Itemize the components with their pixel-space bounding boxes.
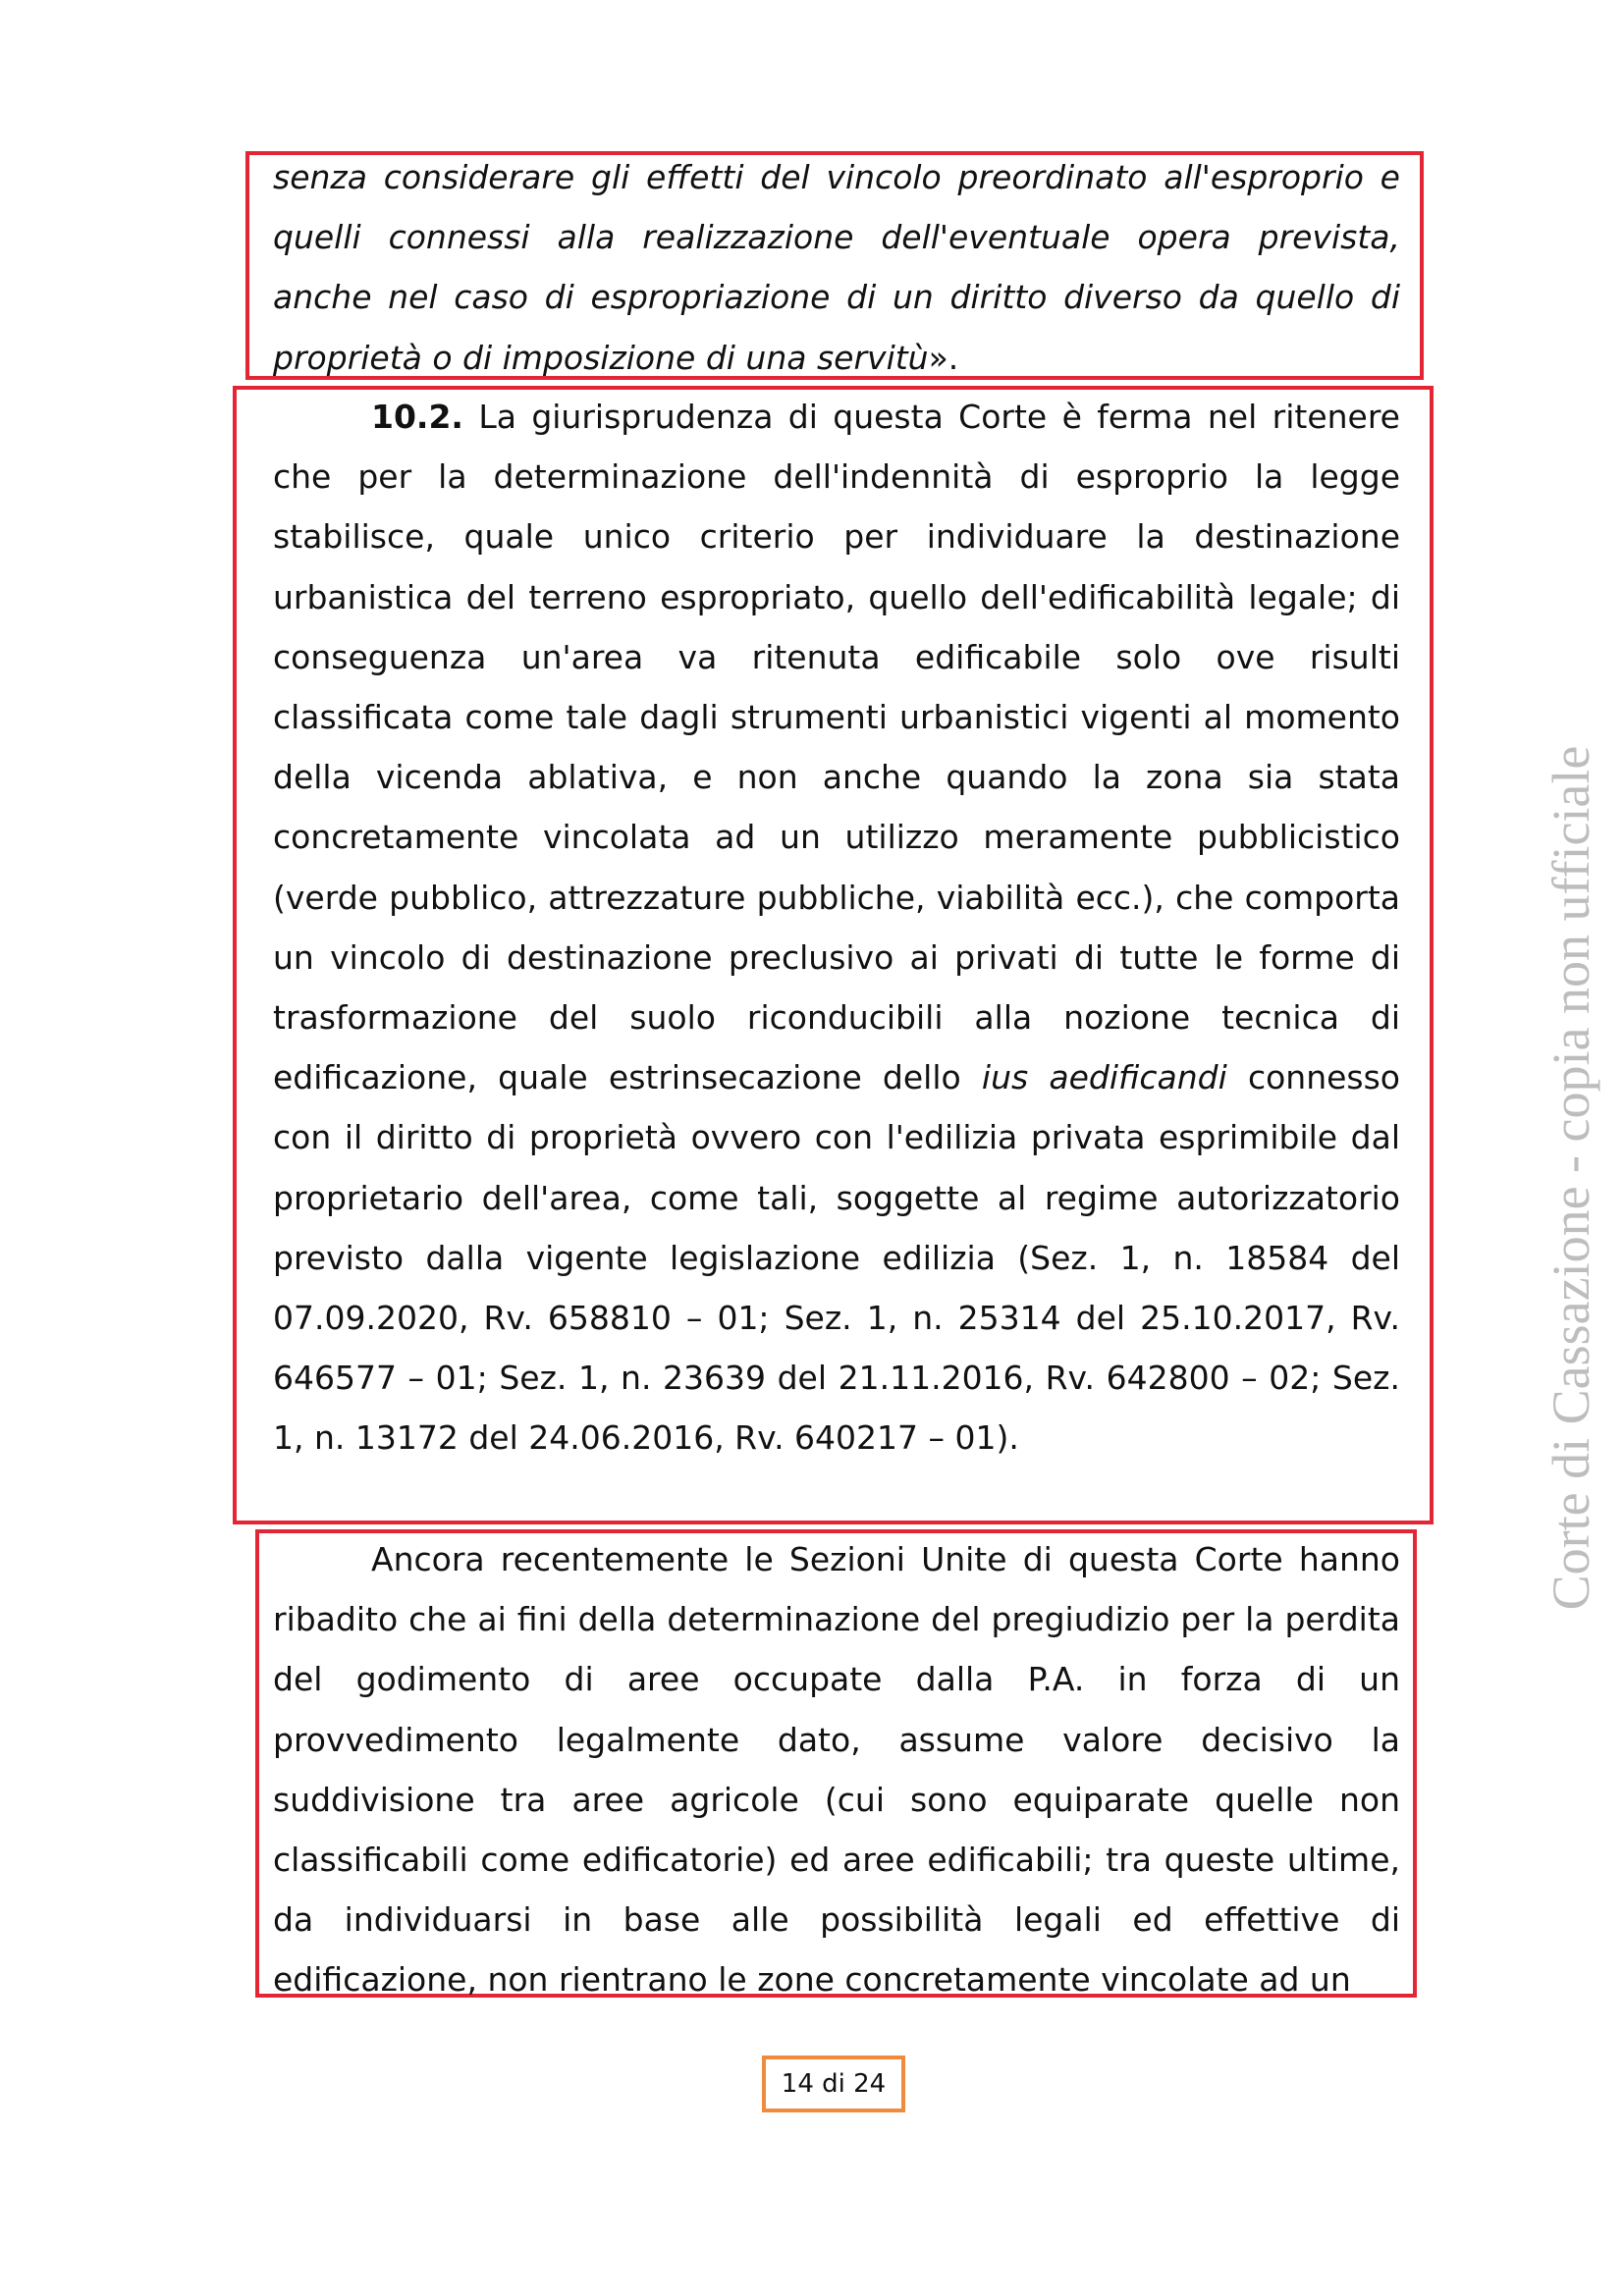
paragraph-block-3 bbox=[273, 1529, 1400, 2010]
page-number: 14 di 24 bbox=[762, 2056, 905, 2112]
section-number: 10.2. bbox=[371, 398, 463, 436]
quoted-italic-text: senza considerare gli effetti del vincolo preordinato all'esproprio e quelli connessi alla realizzazione dell'eventuale opera prevista, anche nel caso di espropriazione di un diritto diverso da quello di proprietà o di imposizione di una servitù bbox=[273, 158, 1400, 377]
latin-term: ius aedificandi bbox=[981, 1058, 1227, 1097]
closing-quote: ». bbox=[928, 338, 959, 377]
paragraph-block-1 bbox=[273, 147, 1400, 388]
watermark: Corte di Cassazione - copia non ufficiale bbox=[1542, 745, 1600, 1611]
paragraph-block-2 bbox=[273, 387, 1400, 1468]
paragraph-text: Ancora recentemente le Sezioni Unite di questa Corte hanno ribadito che ai fini della determinazione del pregiudizio per la perdita del godimento di aree occupate dalla P.A. in forza di un provvedimento legalmente dato, assume valore decisivo la suddivisione tra aree agricole (cui sono equiparate quelle non classificabili come edificatorie) ed aree edificabili; tra queste ultime, da individuarsi in base alle possibilità legali ed effettive di edificazione, non rientrano le zone concretamente vincolate ad un bbox=[273, 1540, 1400, 2000]
paragraph-text-part-2: connesso con il diritto di proprietà ovvero con l'edilizia privata esprimibile dal proprietario dell'area, come tali, soggette al regime autorizzatorio previsto dalla vigente legislazione edilizia (Sez. 1, n. 18584 del 07.09.2020, Rv. 658810 – 01; Sez. 1, n. 25314 del 25.10.2017, Rv. 646577 – 01; Sez. 1, n. 23639 del 21.11.2016, Rv. 642800 – 02; Sez. 1, n. 13172 del 24.06.2016, Rv. 640217 – 01). bbox=[273, 1058, 1400, 1458]
paragraph-text-part-1: La giurisprudenza di questa Corte è ferma nel ritenere che per la determinazione dell'indennità di esproprio la legge stabilisce, quale unico criterio per individuare la destinazione urbanistica del terreno espropriato, quello dell'edificabilità legale; di conseguenza un'area va ritenuta edificabile solo ove risulti classificata come tale dagli strumenti urbanistici vigenti al momento della vicenda ablativa, e non anche quando la zona sia stata concretamente vincolata ad un utilizzo meramente pubblicistico (verde pubblico, attrezzature pubbliche, viabilità ecc.), che comporta un vincolo di destinazione preclusivo ai privati di tutte le forme di trasformazione del suolo riconducibili alla nozione tecnica di edificazione, quale estrinsecazione dello bbox=[273, 398, 1400, 1097]
